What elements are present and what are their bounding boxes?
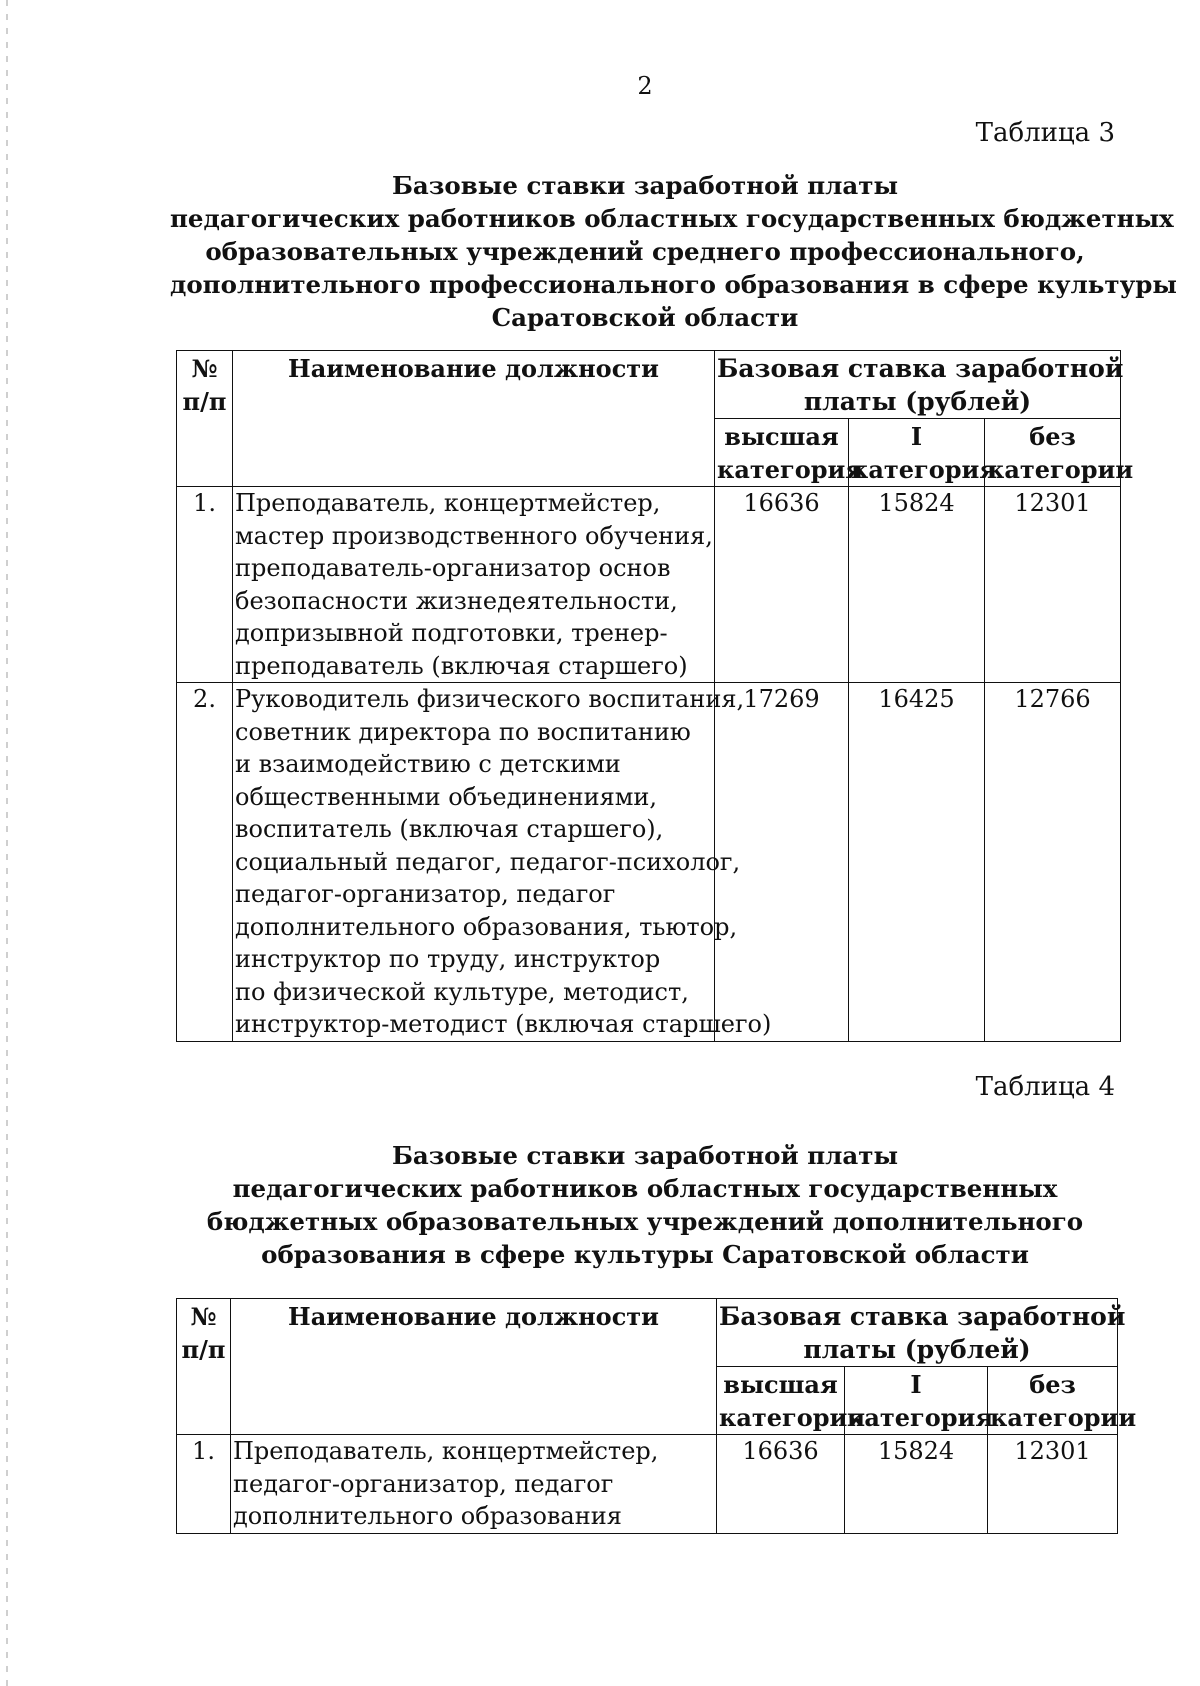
rate-none: 12301 [988, 1435, 1118, 1534]
title-line: дополнительного профессионального образования в сфере культуры [170, 270, 1177, 299]
col-header-none: без категории [985, 419, 1121, 487]
table4 [176, 1298, 1137, 1534]
col-header-name: Наименование должности [231, 1299, 717, 1435]
row-number: 1. [177, 487, 233, 683]
table-row [177, 487, 1121, 683]
row-number: 1. [177, 1435, 231, 1534]
rate-first: 16425 [849, 683, 985, 1042]
row-number: 2. [177, 683, 233, 1042]
col-header-high: высшая категория [717, 1367, 845, 1435]
col-header-num: № п/п [177, 351, 233, 487]
title-line: образования в сфере культуры Саратовской области [261, 1240, 1029, 1269]
title-line: бюджетных образовательных учреждений дополнительного [206, 1207, 1084, 1236]
col-header-first: I категория [845, 1367, 988, 1435]
table4-label: Таблица 4 [975, 1072, 1115, 1102]
position-name: Преподаватель, концертмейстер, педагог-организатор, педагог дополнительного образования [231, 1435, 717, 1534]
col-header-none: без категории [988, 1367, 1118, 1435]
col-header-name: Наименование должности [233, 351, 715, 487]
scan-edge [6, 0, 8, 1686]
rate-none: 12301 [985, 487, 1121, 683]
table3-label: Таблица 3 [975, 118, 1115, 148]
title-line: Саратовской области [491, 303, 799, 332]
table4-title [170, 1139, 1120, 1271]
table-row [177, 1435, 1118, 1534]
title-line: педагогических работников областных государственных [232, 1174, 1058, 1203]
rate-high: 17269 [715, 683, 849, 1042]
table-row [177, 683, 1121, 1042]
position-name: Руководитель физического воспитания, советник директора по воспитанию и взаимодействию с детскими общественными объединениями, воспитатель (включая старшего), социальный педагог, педагог-психолог, педагог-организатор, педагог дополнительного образования, тьютор, инструктор по труду, инструктор по физической культуре, методист, инструктор-методист (включая старшего) [233, 683, 715, 1042]
rate-none: 12766 [985, 683, 1121, 1042]
page-number: 2 [637, 72, 653, 100]
position-name: Преподаватель, концертмейстер, мастер производственного обучения, преподаватель-организатор основ безопасности жизнедеятельности, допризывной подготовки, тренер- преподаватель (включая старшего) [233, 487, 715, 683]
title-line: образовательных учреждений среднего профессионального, [205, 237, 1085, 266]
rate-high: 16636 [715, 487, 849, 683]
title-line: педагогических работников областных государственных бюджетных [170, 204, 1174, 233]
rate-first: 15824 [849, 487, 985, 683]
col-header-num: № п/п [177, 1299, 231, 1435]
col-header-rate: Базовая ставка заработной платы (рублей) [715, 351, 1121, 419]
table-header-row [177, 351, 1121, 419]
title-line: Базовые ставки заработной платы [391, 1141, 899, 1170]
table3-title [170, 169, 1177, 334]
col-header-high: высшая категория [715, 419, 849, 487]
rate-high: 16636 [717, 1435, 845, 1534]
col-header-rate: Базовая ставка заработной платы (рублей) [717, 1299, 1118, 1367]
rate-first: 15824 [845, 1435, 988, 1534]
table-header-row [177, 1299, 1118, 1367]
title-line: Базовые ставки заработной платы [391, 171, 899, 200]
table3 [176, 350, 1134, 1042]
col-header-first: I категория [849, 419, 985, 487]
